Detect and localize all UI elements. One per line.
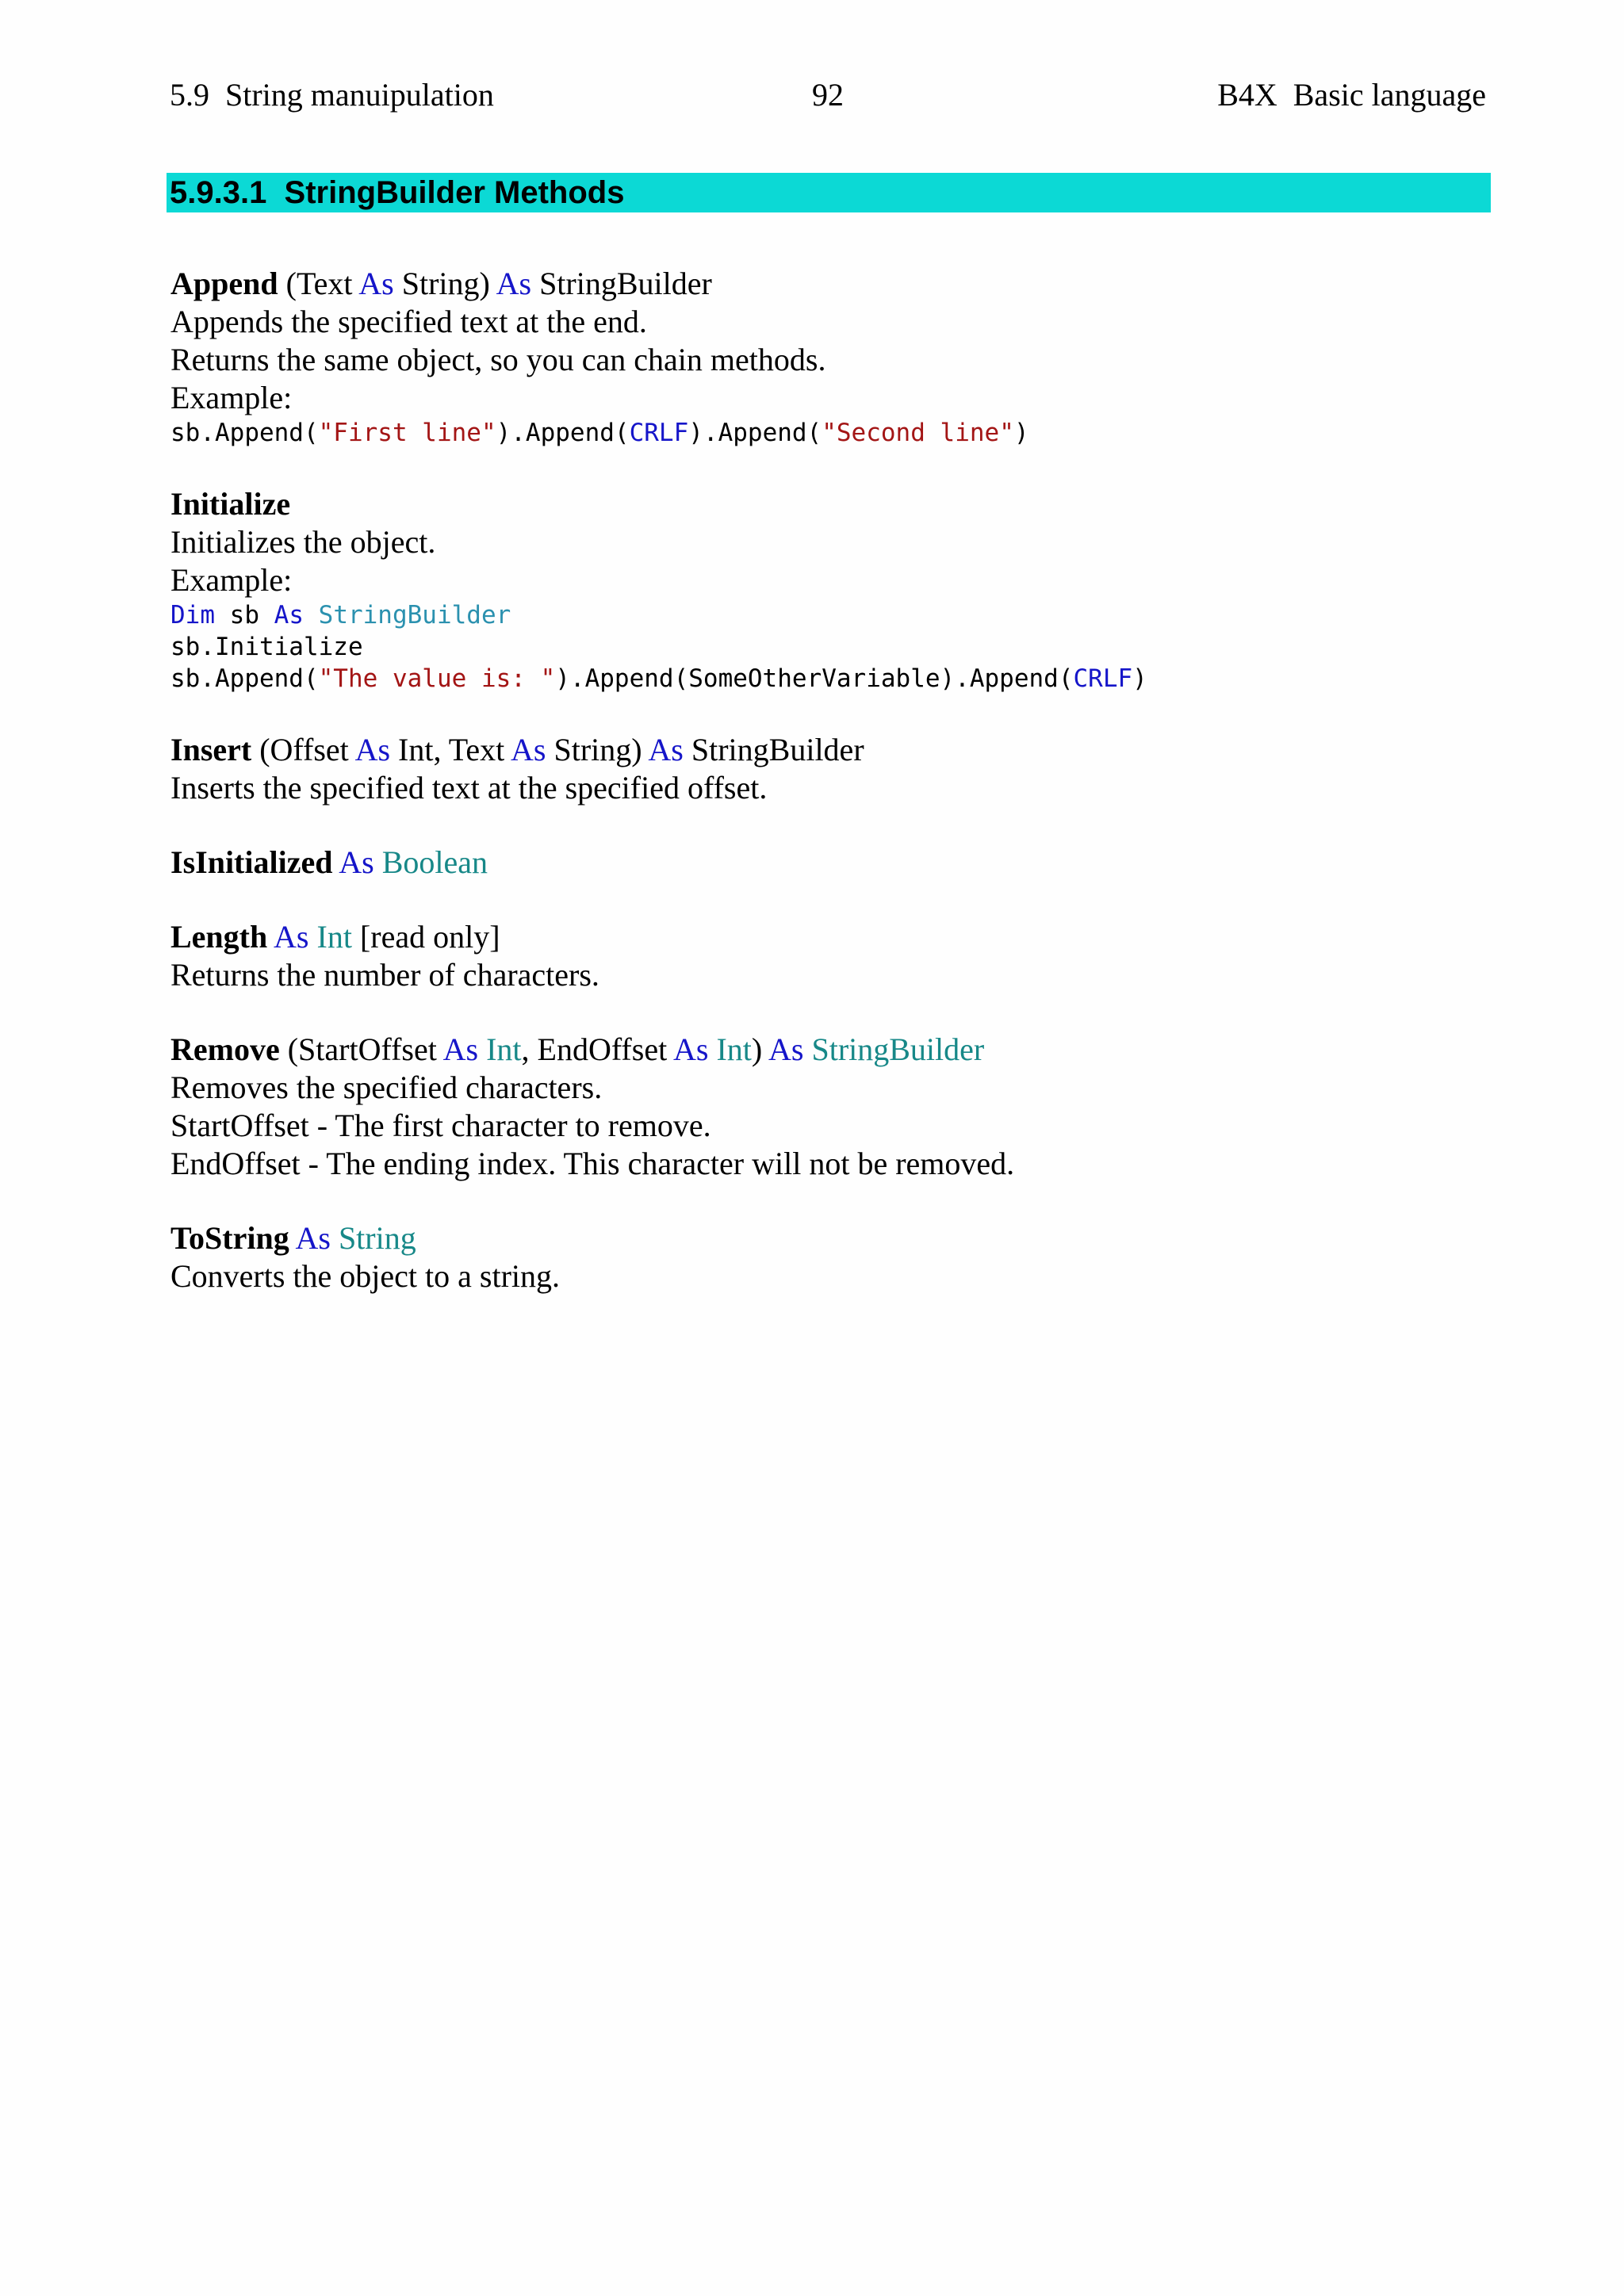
type-name: StringBuilder xyxy=(811,1031,985,1067)
code-text xyxy=(304,601,319,629)
remove-name: Remove xyxy=(170,1031,280,1067)
header-chapter: 5.9 String manuipulation xyxy=(170,77,494,113)
code-string: "First line" xyxy=(318,419,496,447)
sig-text: (StartOffset xyxy=(279,1031,443,1067)
insert-description: Inserts the specified text at the specified offset. xyxy=(170,770,768,806)
keyword-as: As xyxy=(496,266,532,301)
type-name: Int xyxy=(486,1031,522,1067)
length-signature xyxy=(170,918,1487,956)
initialize-description: Initializes the object. xyxy=(170,524,436,560)
keyword-as: As xyxy=(339,844,374,880)
type-name: Int xyxy=(716,1031,752,1067)
keyword-as: As xyxy=(511,732,546,767)
remove-param-startoffset: StartOffset - The first character to remove. xyxy=(170,1108,711,1143)
sig-text: , EndOffset xyxy=(521,1031,673,1067)
code-text: ) xyxy=(1132,664,1147,693)
page-number: 92 xyxy=(812,77,844,113)
keyword-as: As xyxy=(274,919,309,955)
keyword-as: As xyxy=(768,1031,804,1067)
code-text: sb xyxy=(215,601,274,629)
code-type: StringBuilder xyxy=(318,601,511,629)
type-name: Boolean xyxy=(381,844,488,880)
type-name: String xyxy=(338,1220,416,1256)
append-description-2: Returns the same object, so you can chain methods. xyxy=(170,342,826,377)
sig-text: (Offset xyxy=(251,732,355,767)
sig-text: Int, Text xyxy=(390,732,511,767)
code-keyword: CRLF xyxy=(629,419,689,447)
length-description: Returns the number of characters. xyxy=(170,957,599,993)
code-text: sb.Append( xyxy=(170,419,319,447)
isinitialized-name: IsInitialized xyxy=(170,844,333,880)
code-keyword: CRLF xyxy=(1073,664,1133,693)
isinitialized-signature xyxy=(170,844,1487,882)
keyword-as: As xyxy=(354,732,391,767)
type-name: Int xyxy=(316,919,352,955)
keyword-as: As xyxy=(648,732,684,767)
append-name: Append xyxy=(170,266,278,301)
sig-text: String) xyxy=(393,266,496,301)
sig-text: (Text xyxy=(278,266,359,301)
code-text: sb.Append( xyxy=(170,664,319,693)
page-header xyxy=(170,76,1486,121)
code-text: ).Append(SomeOtherVariable).Append( xyxy=(555,664,1074,693)
insert-signature xyxy=(170,731,1487,769)
remove-description: Removes the specified characters. xyxy=(170,1070,603,1105)
code-string: "Second line" xyxy=(822,419,1014,447)
append-description: Appends the specified text at the end. xyxy=(170,304,647,339)
remove-param-endoffset: EndOffset - The ending index. This character will not be removed. xyxy=(170,1146,1015,1181)
code-keyword: Dim xyxy=(170,601,215,629)
tostring-signature xyxy=(170,1219,1487,1257)
keyword-as: As xyxy=(295,1220,331,1256)
initialize-code-line-2: sb.Initialize xyxy=(170,633,363,661)
section-heading: 5.9.3.1 StringBuilder Methods xyxy=(167,173,1491,212)
code-text: ).Append( xyxy=(496,419,630,447)
initialize-name: Initialize xyxy=(170,486,291,522)
keyword-as: As xyxy=(672,1031,709,1067)
tostring-description: Converts the object to a string. xyxy=(170,1258,561,1294)
keyword-as: As xyxy=(358,266,394,301)
methods-list xyxy=(170,265,1487,1295)
append-signature xyxy=(170,265,1487,303)
sig-text: StringBuilder xyxy=(531,266,712,301)
code-text: ).Append( xyxy=(688,419,822,447)
initialize-code-line-1 xyxy=(170,599,1487,631)
initialize-code-line-3 xyxy=(170,663,1487,695)
code-keyword: As xyxy=(274,601,304,629)
sig-text: StringBuilder xyxy=(683,732,864,767)
tostring-name: ToString xyxy=(170,1220,289,1256)
remove-signature xyxy=(170,1031,1487,1069)
sig-text: String) xyxy=(546,732,649,767)
header-book-title: B4X Basic language xyxy=(1217,77,1486,113)
length-name: Length xyxy=(170,919,268,955)
initialize-example-label: Example: xyxy=(170,562,293,598)
append-example-label: Example: xyxy=(170,380,293,415)
append-code-example xyxy=(170,417,1487,449)
insert-name: Insert xyxy=(170,732,252,767)
keyword-as: As xyxy=(442,1031,479,1067)
code-string: "The value is: " xyxy=(318,664,556,693)
sig-text: [read only] xyxy=(351,919,500,955)
code-text: ) xyxy=(1013,419,1029,447)
sig-text: ) xyxy=(751,1031,768,1067)
